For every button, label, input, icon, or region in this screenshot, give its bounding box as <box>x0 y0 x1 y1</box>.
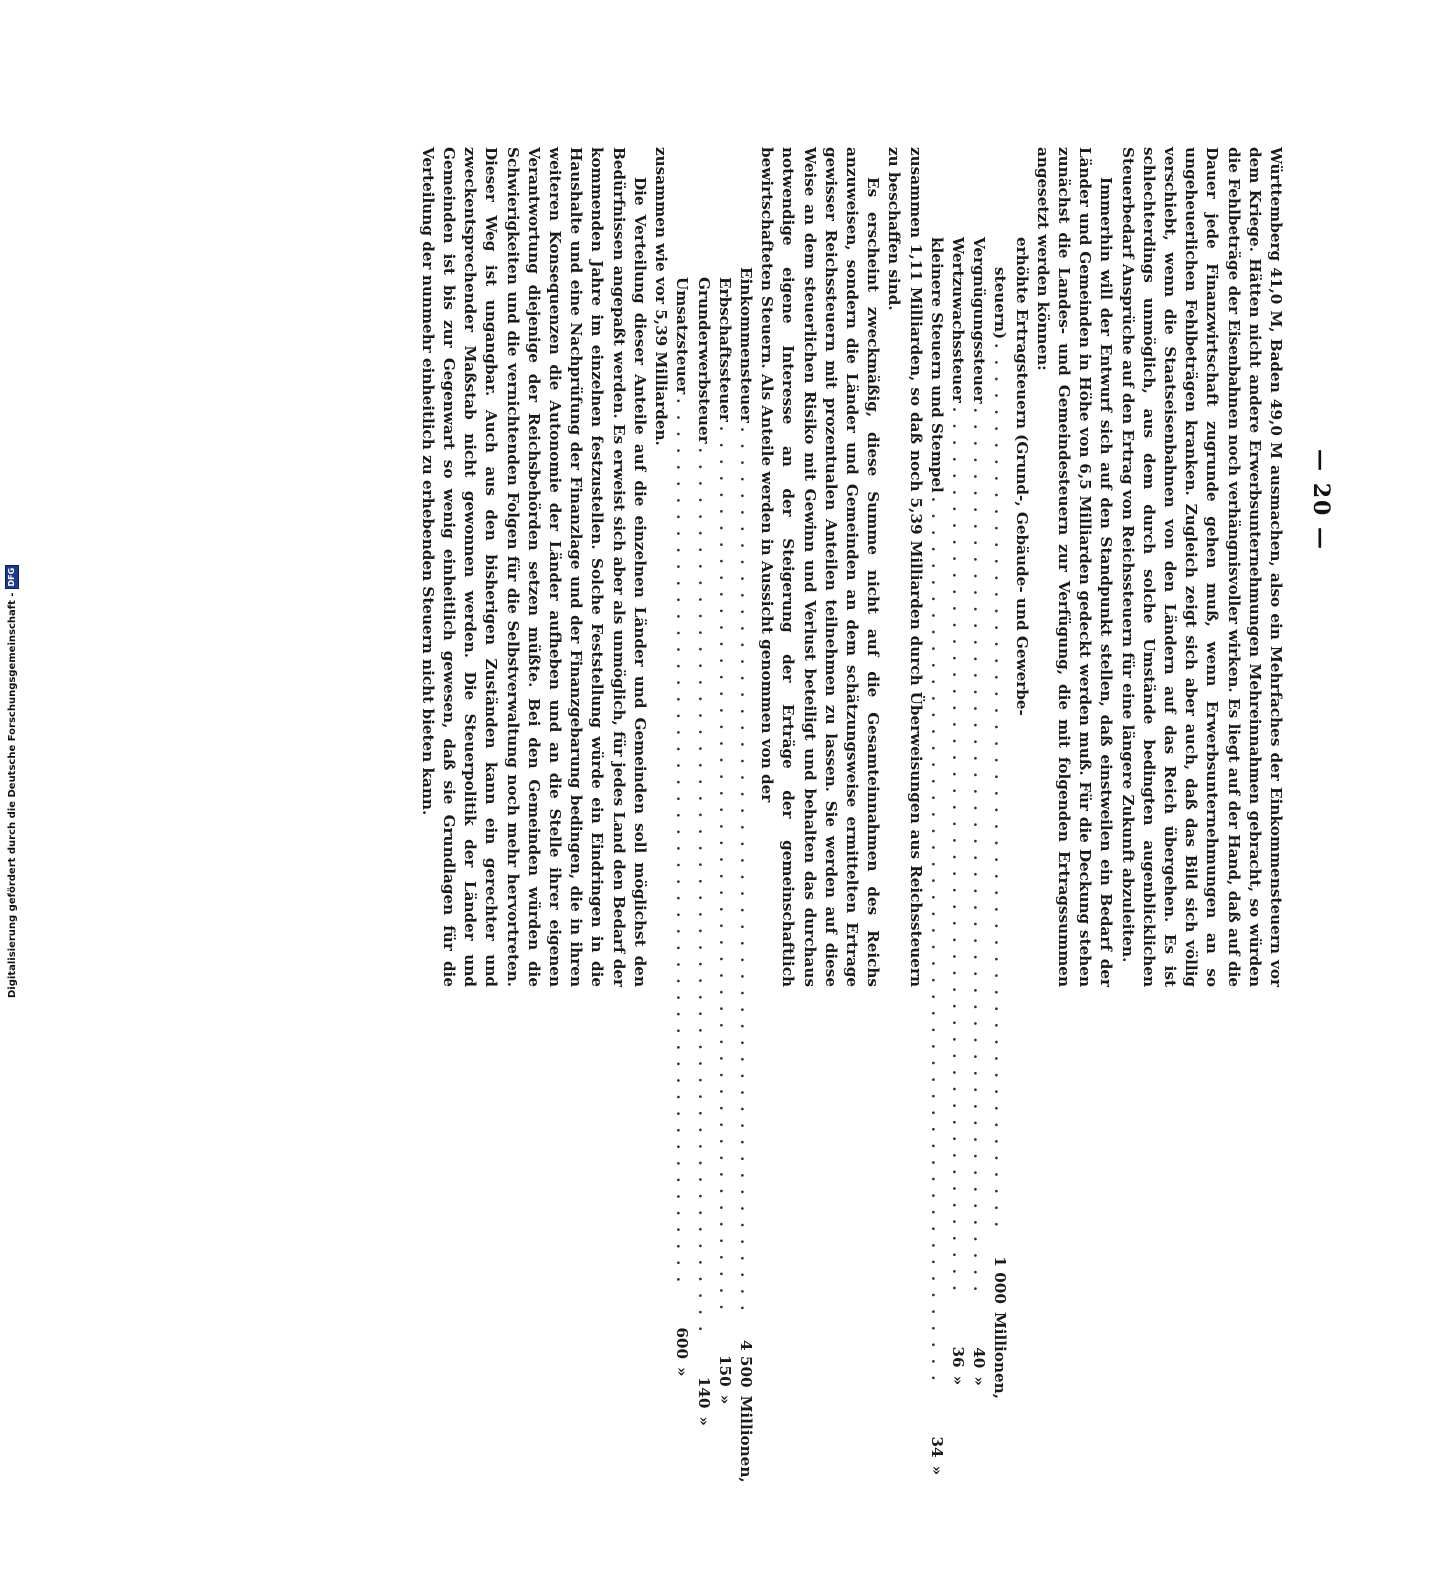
shares-row-label: Grunderwerbsteuer <box>694 277 713 444</box>
shares-row-value: 600 <box>673 1327 692 1360</box>
revenue-table <box>926 147 1032 1476</box>
revenue-row-unit: » <box>970 1376 989 1386</box>
shares-row: Grunderwerbsteuer . . . . . . . . . . . . . . . . . . . . . . . . . . . . . . . . . . . . . . . . . . . . . . . . . . . . . . 140 » <box>692 147 713 987</box>
shares-row-value: 140 <box>694 1376 713 1409</box>
shares-row: Erbschaftssteuer . . . . . . . . . . . . . . . . . . . . . . . . . . . . . . . . . . . . . . . . . . . . . . . . . . . . . . 150 » <box>714 147 735 987</box>
shares-row-label: Einkommensteuer <box>736 267 755 423</box>
revenue-row-1-value: 1 000 <box>991 1256 1010 1304</box>
revenue-row: kleinere Steuern und Stempel . . . . . . . . . . . . . . . . . . . . . . . . . . . . . . . . . . . . . . . . . . . . . . . . . . . . . . 34 » <box>926 147 947 987</box>
shares-row-label: Umsatzsteuer <box>673 277 692 395</box>
dfg-logo-icon: DFG <box>5 565 19 590</box>
paragraph-2: Immerhin will der Entwurf sich auf den Standpunkt stellen, daß einstweilen ein Bedarf der Länder und Gemeinden in Höhe von 6,5 Milliarden gedeckt werden muß. Für die Deckung stehen zunächst die Landes- und Gemeindesteuern zur Verfügung, die mit folgenden Ertragssummen angesetzt werden können: <box>1033 147 1116 987</box>
revenue-row-unit: » <box>948 1375 967 1386</box>
revenue-row: Wertzuwachssteuer . . . . . . . . . . . . . . . . . . . . . . . . . . . . . . . . . . . . . . . . . . . . . . . . . . . . . . 36 » <box>947 147 968 987</box>
revenue-row-1: steuern) . . . . . . . . . . . . . . . . . . . . . . . . . . . . . . . . . . . . . . . . . . . . . . . . . . . . . . 1 000 Millionen, <box>989 147 1010 987</box>
paragraph-1: Württemberg 41,0 M, Baden 49,0 M ausmachen, also ein Mehrfaches der Einkommensteuern vor dem Kriege. Hätten nicht andere Erwerbsunternehmungen Mehreinnahmen gebracht, so würden die Fehlbeträge der Eisenbahnen noch verhängnisvoller wirken. Es liegt auf der Hand, daß auf die Dauer jede Finanzwirtschaft zugrunde gehen muß, wenn Erwerbsunternehmungen an so ungeheuerlichen Fehlbeträgen kranken. Zugleich zeigt sich aber auch, daß das Bild sich völlig verschiebt, wenn die Staatseisenbahnen von den Ländern auf das Reich übergehen. Es ist schlechterdings unmöglich, aus dem durch solche Umstände bedingten augenblicklichen Steuerbedarf Ansprüche auf den Ertrag von Reichssteuern für eine längere Zukunft abzuleiten. <box>1118 147 1285 987</box>
shares-row-unit: Millionen, <box>736 1395 755 1483</box>
shares-row: Einkommensteuer . . . . . . . . . . . . . . . . . . . . . . . . . . . . . . . . . . . . . . . . . . . . . . . . . . . . . . 4 500 Millionen, <box>735 147 756 987</box>
revenue-row-label: Vergnügungssteuer <box>970 237 989 404</box>
revenue-row-value: 34 <box>927 1436 946 1458</box>
revenue-row-unit: » <box>927 1465 946 1476</box>
shares-row-label: Erbschaftssteuer <box>715 277 734 422</box>
paragraph-4: Es erscheint zweckmäßig, diese Summe nicht auf die Gesamteinnahmen des Reichs anzuweisen, sondern die Länder und Gemeinden an dem schätzungsweise ermittelten Ertrage gewisser Reichssteuern mit prozentualen Anteilen teilnehmen zu lassen. Sie werden auf diese Weise an dem steuerlichen Risiko mit Gewinn und Verlust beteiligt und behalten das durchaus notwendige eigene Interesse an der Steigerung der Erträge der gemeinschaftlich bewirtschafteten Steuern. Als Anteile werden in Aussicht genommen von der <box>758 147 883 987</box>
revenue-row-1-unit: Millionen, <box>991 1311 1010 1399</box>
shares-row-unit: » <box>715 1394 734 1405</box>
revenue-row-1-label-a: erhöhte Ertragsteuern (Grund-, Gebäude- und Gewerbe- <box>1012 237 1031 716</box>
revenue-row-value: 36 <box>948 1346 967 1368</box>
shares-total: zusammen wie vor 5,39 Milliarden. <box>652 147 671 446</box>
revenue-row-label: Wertzuwachssteuer <box>948 237 967 403</box>
revenue-row-label: kleinere Steuern und Stempel <box>927 237 946 493</box>
revenue-row-1-label-b: steuern) <box>991 267 1010 340</box>
shares-row: Umsatzsteuer . . . . . . . . . . . . . . . . . . . . . . . . . . . . . . . . . . . . . . . . . . . . . . . . . . . . . . 600 » <box>671 147 692 987</box>
credit-text: Digitalisierung gefördert durch die Deutsche Forschungsgemeinschaft - <box>6 592 18 998</box>
revenue-row: Vergnügungssteuer . . . . . . . . . . . . . . . . . . . . . . . . . . . . . . . . . . . . . . . . . . . . . . . . . . . . . . 40 » <box>968 147 989 987</box>
paragraph-5: Die Verteilung dieser Anteile auf die einzelnen Länder und Gemeinden soll möglichst den Bedürfnissen angepaßt werden. Es erweist sich aber als unmöglich, für jedes Land den Bedarf der kommenden Jahre im einzelnen festzustellen. Solche Feststellung würde ein Eindringen in die Haushalte und eine Nachprüfung der Finanzlage und der Finanzgebarung bedingen, die in ihren weiteren Konsequenzen die Autonomie der Länder aufheben und an die Stelle ihrer eigenen Verantwortung diejenige der Reichsbehörden setzen müßte. Bei den Gemeinden würden die Schwierigkeiten und die vernichtenden Folgen für die Selbstverwaltung noch mehr hervortreten. Dieser Weg ist ungangbar. Auch aus den bisherigen Zuständen kann ein gerechter und zweckentsprechender Maßstab nicht gewonnen werden. Die Steuerpolitik der Länder und Gemeinden ist bis zur Gegenwart so wenig einheitlich gewesen, daß sie Grundlagen für die Verteilung der nunmehr einheitlich zu erhebenden Steuern nicht bieten kann. <box>418 147 649 987</box>
shares-row-unit: » <box>673 1367 692 1377</box>
page-body <box>417 147 1286 1483</box>
revenue-row-value: 40 <box>970 1347 989 1369</box>
shares-table <box>650 147 756 1483</box>
shares-row-value: 4 500 <box>736 1340 755 1388</box>
shares-row-unit: » <box>694 1416 713 1426</box>
paragraph-3: zusammen 1,11 Milliarden, so daß noch 5,39 Milliarden durch Überweisungen aus Reichssteuern zu beschaffen sind. <box>885 147 925 987</box>
digitization-credit <box>0 567 24 1000</box>
page-number: — 20 — <box>1308 449 1334 551</box>
shares-row-value: 150 <box>715 1354 734 1387</box>
